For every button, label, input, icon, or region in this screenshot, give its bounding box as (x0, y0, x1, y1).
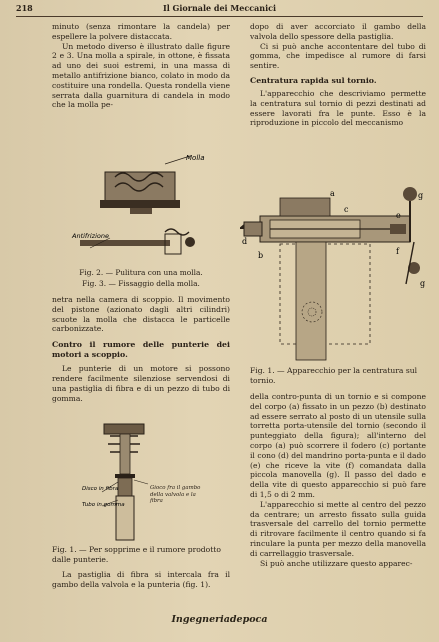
figure-tappet (82, 420, 212, 542)
page-number: 218 (16, 3, 33, 13)
header-rule (16, 16, 423, 17)
left-paragraph-3: netra nella camera di scoppio. Il movimento del pistone (azionato dagli altri cilindri) scuote la molla che distacca le particelle carbonizzate. (52, 295, 230, 334)
left-paragraph-1: minuto (senza rimontare la candela) per espellere la polvere distaccata. (52, 22, 230, 41)
label-d: d (242, 237, 248, 246)
right-paragraph-5: L'apparecchio si mette al centro del pezzo da centrare; un arresto fissato sulla guida trasversale del carrello del tornio permette di ritrovare facilmente il centro quando si fa rinculare la punta per mezzo della manovella di carrellaggio trasversale. (250, 499, 426, 558)
caption-fig2: Fig. 2. — Pulitura con una molla. (79, 268, 203, 277)
left-paragraph-4: Le punterie di un motore si possono rendere facilmente silenziose servendosi di una pastiglia di fibra e di un pezzo di tubo di gomma. (52, 364, 230, 403)
label-disco-fibra: Disco in fibra (82, 486, 119, 492)
label-a: a (330, 189, 335, 198)
left-text-top (52, 22, 230, 110)
figure-spring-cleaning (70, 152, 215, 270)
label-b: b (258, 251, 264, 260)
label-g-bottom: g (420, 279, 426, 288)
caption-fig1-right: Fig. 1. — Apparecchio per la centratura sul tornio. (250, 366, 418, 385)
right-paragraph-2: Ci si può anche accontentare del tubo di gomma, che impedisce al rumore di farsi sentire. (250, 41, 426, 71)
left-paragraph-5: La pastiglia di fibra si intercala fra il gambo della valvola e la punteria (fig. 1). (52, 570, 230, 589)
right-paragraph-4: della contro-punta di un tornio e si compone del corpo (a) fissato in un pezzo (b) destinato ad essere serrato al posto di un utensile sulla torretta porta-utensile del tornio (secondo il punteggiato della figura); all'interno del corpo (a) può scorrere il fodero (c) portante il cono (d) del mandrino porta-punta e il dado (e) che riceve la vite (f) comandata dalla piccola manovella (g). Il passo del dado e della vite di questo apparecchio si può fare di 1,5 o di 2 mm. (250, 392, 426, 499)
right-paragraph-1: dopo di aver accorciato il gambo della valvola dello spessore della pastiglia. (250, 22, 426, 41)
journal-title: Il Giornale dei Meccanici (162, 3, 277, 13)
label-f: f (396, 247, 399, 256)
heading-punterie: Contro il rumore delle punterie dei motori a scoppio. (52, 340, 230, 360)
running-header (16, 3, 423, 15)
caption-fig1-left: Fig. 1. — Per sopprime e il rumore prodotto dalle punterie. (52, 545, 221, 564)
heading-centratura: Centratura rapida sul tornio. (250, 75, 377, 85)
label-molla: Molla (186, 154, 205, 162)
left-paragraph-2: Un metodo diverso è illustrato dalle figure 2 e 3. Una molla a spirale, in ottone, è fissata ad uno dei suoi estremi, in una massa di metallo antifrizione bianco, colato in modo da costituire una rondella. Questa rondella viene serrata dalla guarnitura di candela in modo che la molla pe- (52, 41, 230, 110)
left-text-bottom (52, 570, 230, 590)
right-paragraph-3: L'apparecchio che descriviamo permette la centratura sul tornio di pezzi destinati ad essere lavorati fra le punte. Esso è la riproduzione in piccolo del meccanismo (250, 88, 426, 128)
figure-lathe-centering (240, 172, 430, 364)
right-text-top (250, 22, 426, 128)
left-text-middle (52, 295, 230, 403)
caption-fig3: Fig. 3. — Fissaggio della molla. (82, 279, 200, 288)
label-g-top: g (418, 191, 424, 200)
label-c: c (344, 205, 349, 214)
watermark: Ingegneriadepoca (171, 614, 268, 625)
right-paragraph-6: Si può anche utilizzare questo apparec- (260, 558, 413, 568)
label-e: e (396, 211, 401, 220)
right-text-bottom (250, 392, 426, 568)
label-gioco: Gioco fra il gambo della valvola e la fibra (150, 485, 201, 505)
label-tubo-gomma: Tubo in gomma (82, 502, 125, 508)
label-antifrizione: Antifrizione (72, 232, 110, 240)
